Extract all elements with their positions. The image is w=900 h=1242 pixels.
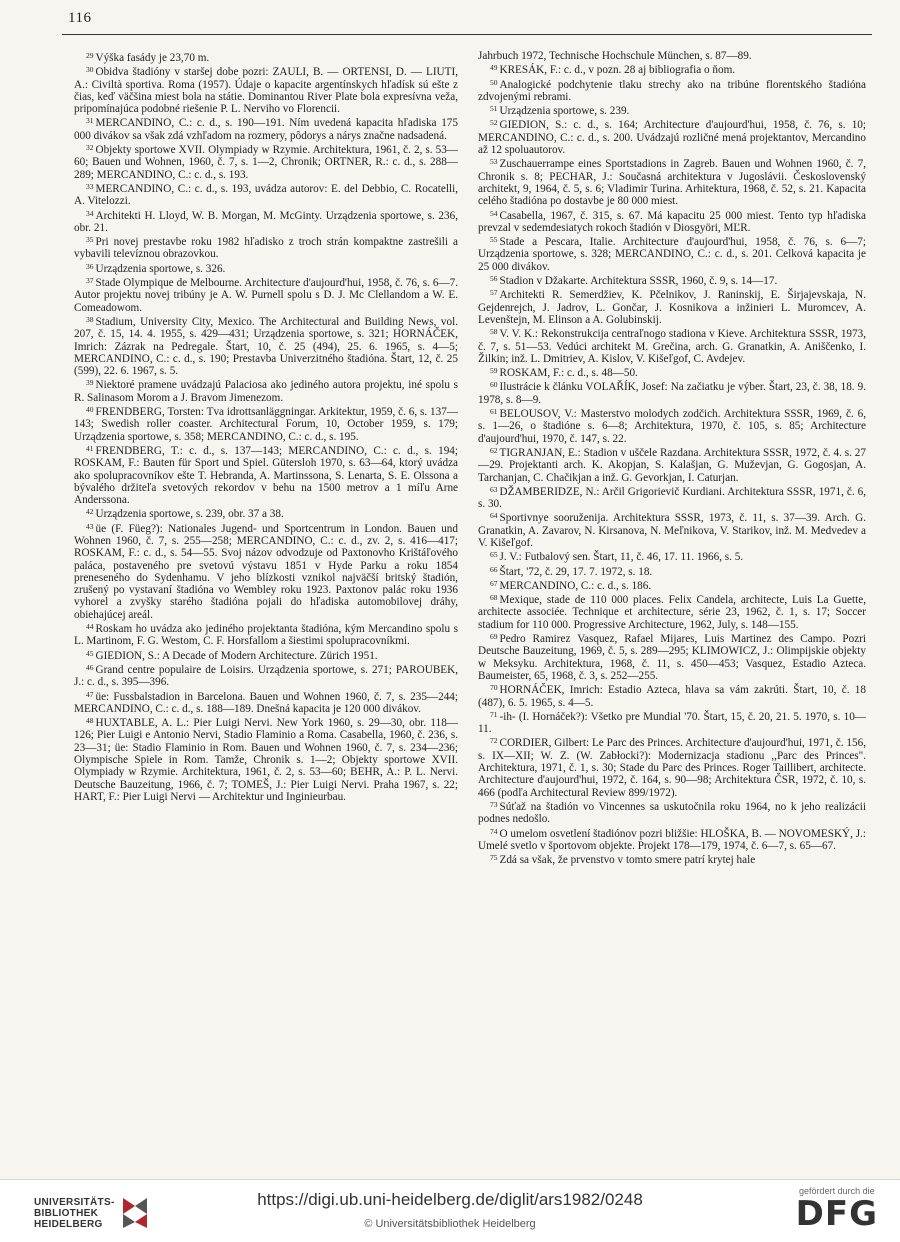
footnote-number: 38 [86,314,94,324]
footnote-text: ROSKAM, F.: c. d., s. 48—50. [499,367,638,380]
footnote-text: Mexique, stade de 110 000 places. Felix Candela, architecte, Luis La Guette, architecte associée. Technique et architecture, série 23, 1962, č. 1, s. 17; Soccer stadium for 110 000. Progressive Architecture, 1962, July, s. 148—155. [478,594,866,631]
footnote-number: 41 [86,443,94,453]
footnote [478,234,866,273]
footnote-text: Sportivnye sooruženija. Architektura SSSR, 1973, č. 11, s. 37—39. Arch. G. Granatkin, A. Zavarov, N. Kirsanova, N. Meľnikova, V. Starikov, inž. M. Medvedev a V. Kišeľgof. [478,512,866,549]
footnote-number: 50 [490,77,498,87]
footnote-text: FRENDBERG, T.: c. d., s. 137—143; MERCANDINO, C.: c. d., s. 194; ROSKAM, F.: Bauten für Sport und Spiel. Gütersloh 1970, s. 63—64, ktorý uvádza ako spolupracovníkov ešte T. Hebranda, A. Martinssona, S. Lenarta, S. E. Olssona a bývalého držiteľa svetových rekordov v behu na 1500 metrov a 1 míľu Arne Anderssona. [74,444,458,507]
footnote-number: 68 [490,593,498,603]
footnote [74,261,458,275]
footnote-number: 62 [490,445,498,455]
dfg-wordmark: DFG [795,1194,878,1234]
footnote [478,287,866,326]
footnote [74,50,458,64]
footnote-text: KRESÁK, F.: c. d., v pozn. 28 aj bibliografia o ňom. [499,64,736,77]
footnote [74,181,458,208]
footnote-number: 67 [490,578,498,588]
footnote-text: J. V.: Futbalový sen. Štart, 11, č. 46, 17. 11. 1966, s. 5. [499,551,744,564]
footnotes-left-column [74,50,458,803]
footnote [74,662,458,689]
footnote-number: 35 [86,235,94,245]
footnote [74,521,458,621]
footnote-text: Stade Olympique de Melbourne. Architecture d'aujourd'hui, 1958, č. 76, s. 6—7. Autor projektu novej tribúny je A. W. Purnell spolu s D. J. Mc Clellandom a W. E. Comeadowom. [74,277,458,314]
footnote [478,326,866,365]
footnote [478,510,866,549]
footnote-text: Ilustrácie k článku VOLAŘÍK, Josef: Na začiatku je výber. Štart, 23, č. 38, 18. 9. 1978, s. 8—9. [478,381,866,406]
footnote-number: 42 [86,507,94,517]
footnote-number: 53 [490,157,498,167]
footnote-number: 52 [490,118,498,128]
copyright-notice: © Universitätsbibliothek Heidelberg [364,1218,536,1230]
footnote [478,549,866,563]
footnote [74,314,458,377]
footnote-number: 51 [490,104,498,114]
footnote [478,799,866,826]
footnote-text: Roskam ho uvádza ako jediného projektanta štadióna, kým Mercandino spolu s L. Martinom, F. G. Westom, C. F. Horsfallom a šiestimi spolupracovníkmi. [74,623,458,648]
footnote-text: Objekty sportowe XVII. Olympiady w Rzymie. Architektura, 1961, č. 2, s. 53—60; Bauen und Wohnen, 1960, č. 7, s. 1—2, Chronik; ORTNER, R.: c. d., s. 288—289; MERCANDINO, C.: c. d., s. 193. [74,144,458,181]
footnote [478,564,866,578]
footnote [478,156,866,207]
footnote [74,404,458,443]
footnote-text: DŽAMBERIDZE, N.: Arčil Grigorievič Kurdiani. Architektura SSSR, 1971, č. 6, s. 30. [478,485,866,511]
footnote-text: Niektoré pramene uvádzajú Palaciosa ako jediného autora projektu, iné spolu s R. Salinasom Morom a J. Bravom Jimenezom. [74,379,458,404]
footnotes-right-column [478,50,866,866]
footnote [478,631,866,682]
footnote-number: 29 [86,51,94,60]
footnote-text: Urządzenia sportowe, s. 239, obr. 37 a 38. [95,508,284,521]
footnote-number: 65 [490,550,498,560]
library-name-line1: UNIVERSITÄTS- [34,1196,115,1208]
header-rule [62,34,872,35]
footnote [74,689,458,716]
footnote-text: -ih- (I. Hornáček?): Všetko pre Mundial '70. Štart, 15, č. 20, 21. 5. 1970, s. 10—11. [478,710,866,736]
footnote-number: 47 [86,689,94,699]
footnote-text: CORDIER, Gilbert: Le Parc des Princes. Architecture d'aujourd'hui, 1971, č. 156, s. IX—XII; W. Z. (W. Zabłocki?): Modernizacja stadionu ,,Parc des Princes". Architektura, 1971, č. 1, s. 30; Stade du Parc des Princes. Roger Taillibert, architecte. Architecture d'aujourd'hui, 1972, č. 164, s. 90—98; Architektura ČSR, 1972, č. 10, s. 466 (podľa Architectural Review 899/1972). [478,737,866,799]
footnote-text: Urządzenia sportowe, s. 326. [95,262,226,275]
footnote-text: Pri novej prestavbe roku 1982 hľadisko z troch strán kompaktne zastrešili a vybavili televíznou obrazovkou. [74,236,458,261]
footnote-number: 34 [86,208,94,218]
footnote-text: MERCANDINO, C.: c. d., s. 186. [499,579,652,592]
funded-by-label: gefördert durch die [799,1186,875,1196]
footnote-number: 71 [490,709,498,719]
footnote-number: 70 [490,683,498,693]
footnote [478,445,866,484]
footnote [74,142,458,181]
footnote [478,62,866,76]
footnote-number: 57 [490,288,498,298]
footnote-text: Analogické podchytenie tlaku strechy ako na tribúne florentského štadióna zdvojenými rebrami. [478,78,866,103]
footnote [478,208,866,235]
library-name-line3: HEIDELBERG [34,1218,103,1230]
viewer-footer [0,1179,900,1242]
library-name-line2: BIBLIOTHEK [34,1207,99,1219]
footnote [478,379,866,406]
footnote [478,852,866,866]
footnote [478,484,866,511]
footnote-text: FRENDBERG, Torsten: Tva idrottsanläggningar. Arkitektur, 1959, č. 6, s. 137—143; Swedish roller coaster. Architectural Forum, 10, October 1959, s. 179; Urządzenia sportowe, s. 358; MERCANDINO, C.: c. d., s. 195. [74,406,458,443]
footnote-text: Pedro Ramirez Vasquez, Rafael Mijares, Luis Martinez des Campo. Pozri Deutsche Bauzeitung, 1969, č. 5, s. 289—295; KLIMOWICZ, J.: Olimpijskie objekty w Meksyku. Architektura, 1968, č. 11, s. 450—453; Vasquez, Estadio Azteca. Baumeister, 65, 1968, č. 3, s. 252—255. [478,633,866,682]
footnote [478,273,866,287]
footnote [478,709,866,736]
footnote-number: 74 [490,826,498,836]
footnote-number: 61 [490,407,498,417]
footnote-text: O umelom osvetlení štadiónov pozri bližšie: HLOŠKA, B. — NOVOMESKÝ, J.: Umelé svetlo v športovom objekte. Projekt 178—179, 1974, č. 6—7, s. 65—67. [478,827,866,852]
footnote-text: V. V. K.: Rekonstrukcija centraľnogo stadiona v Kieve. Architektura SSSR, 1973, č. 7, s. 51—53. Vedúci architekt M. Grečina, arch. G. Granatkin, A. Aniščenko, I. Žilkin; inž. L. Dmitriev, A. Kislov, V. Kišeľgof, C. Avdejev. [478,328,866,365]
footnote-text: Zuschauerrampe eines Sportstadions in Zagreb. Bauen und Wohnen 1960, č. 7, Chronik s. 8; PECHAR, J.: Současná architektura v Jugoslávii. Československý architekt, 9, 1964, č. 5, s. 6; Vladimir Turina. Arhitektura, 1968, č. 52, s. 21. Kapacita celého štadióna po dostavbe je 80 000 miest. [478,158,866,208]
footnote-text: üe: Fussbalstadion in Barcelona. Bauen und Wohnen 1960, č. 7, s. 235—244; MERCANDINO, C.: c. d., s. 188—189. Dnešná kapacita je 120 000 divákov. [74,690,458,715]
footnote-number: 60 [490,380,498,390]
footnote [74,377,458,404]
footnote [478,592,866,631]
footnote-text: MERCANDINO, C.: c. d., s. 190—191. Ním uvedená kapacita hľadiska 175 000 divákov sa však zdá vzhľadom na rozmery, pôdorys a nárys značne nadsadená. [74,117,458,142]
footnote-text: Jahrbuch 1972, Technische Hochschule München, s. 87—89. [478,50,752,62]
footnote-text: Grand centre populaire de Loisirs. Urządzenia sportowe, s. 271; PAROUBEK, J.: c. d., s. 395—396. [74,663,458,689]
footnote-number: 63 [490,484,498,494]
permalink-url[interactable]: https://digi.ub.uni-heidelberg.de/diglit/ars1982/0248 [257,1190,643,1209]
footnote [74,621,458,648]
footnote-number: 64 [490,511,498,521]
footnote [478,77,866,104]
footnote-number: 72 [490,736,498,746]
footnote-number: 58 [490,327,498,337]
footnote-number: 43 [86,521,94,531]
footnote [74,64,458,115]
page-number: 116 [68,10,92,26]
footnote-number: 33 [86,181,94,191]
dfg-logo[interactable] [796,1186,878,1232]
footnote-number: 59 [490,366,498,376]
footnote-number: 36 [86,261,94,271]
footnote-number: 45 [86,648,94,658]
footnote-text: Stadion v Džakarte. Architektura SSSR, 1960, č. 9, s. 14—17. [499,275,778,288]
footnote-text: BELOUSOV, V.: Masterstvo molodych zodčich. Architektura SSSR, 1969, č. 6, s. 1—26, o štadióne s. 6—8; Architektura, 1970, č. 105, s. 85; Architecture d'aujourd'hui, 1970, č. 147, s. 22. [478,408,866,445]
footnote-number: 44 [86,622,94,632]
footnote [74,506,458,520]
footnote-text: HUXTABLE, A. L.: Pier Luigi Nervi. New York 1960, s. 29—30, obr. 118—126; Pier Luigi e Antonio Nervi, Stadio Flaminio a Roma. Casabella, 1960, č. 236, s. 23—31; üe: Stadio Flaminio in Rom. Bauen und Wohnen 1960, č. 7, s. 234—236; Olympische Spiele in Rom. Tamže, Chronik s. 1—2; Objekty sportowe XVII. Olympiady w Rzymie. Architektura, 1961, č. 2, s. 53—60; BEHR, A.: P. L. Nervi. Deutsche Bauzeitung, 1966, č. 7; TOMEŠ, J.: Pier Luigi Nervi. Praha 1967, s. 22; HART, F.: Pier Luigi Nervi — Architektur und Inginieurbau. [74,717,458,803]
footnote [74,443,458,506]
footnote [74,648,458,662]
footnote-number: 56 [490,274,498,284]
footnote [74,115,458,142]
footnote-text: Casabella, 1967, č. 315, s. 67. Má kapacitu 25 000 miest. Tento typ hľadiska prevzal v sedemdesiatych rokoch štadión v Diosgyöri, MĽR. [478,209,866,234]
footnote-number: 39 [86,378,94,388]
footnote-text: Zdá sa však, že prvenstvo v tomto smere patrí krytej hale [499,854,756,867]
footnote [478,826,866,853]
footnote-text: Štart, '72, č. 29, 17. 7. 1972, s. 18. [499,565,653,578]
footnote [74,715,458,803]
footnote-text: GIEDION, S.: c. d., s. 164; Architecture d'aujourd'hui, 1958, č. 76, s. 10; MERCANDINO, C.: c. d., s. 200. Uvádzajú rozličné mená projektantov, Mercandino až 12 spoluautorov. [478,119,866,157]
footnote [478,103,866,117]
footnote [478,117,866,156]
footnote-text: Architekti H. Lloyd, W. B. Morgan, M. McGinty. Urządzenia sportowe, s. 236, obr. 21. [74,209,458,234]
footnote-text: TIGRANJAN, E.: Stadion v uščele Razdana. Architektura SSSR, 1972, č. 4. s. 27—29. Projektanti arch. K. Akopjan, S. Kalašjan, G. Muževjan, G. Gogosjan, A. Tarchanjan, C. Chačikjan a inž. G. Gevorkjan, I. Caturjan. [478,446,866,484]
footnote-number: 66 [490,564,498,574]
footnote [74,208,458,235]
footnote [478,735,866,798]
footnote-number: 49 [490,63,498,73]
footnote [74,275,458,314]
footnote-number: 69 [490,632,498,642]
footnote-text: MERCANDINO, C.: c. d., s. 193, uvádza autorov: E. del Debbio, C. Rocatelli, A. Vitelozzi. [74,182,458,208]
footnote-number: 73 [490,799,498,809]
footnote [74,234,458,261]
footnote-number: 30 [86,65,94,75]
footnote-text: Súťaž na štadión vo Vincennes sa uskutočnila roku 1964, no k jeho realizácii podnes nedošlo. [478,800,866,826]
footnote-number: 32 [86,143,94,153]
footnote-text: Architekti R. Semerdžiev, K. Pčelnikov, J. Raninskij, E. Širjajevskaja, N. Gejdenrejch, J. Jadrov, L. Gončar, J. Kosnikova a inžinieri L. Muromcev, A. Levenštejn, M. Elinson a A. Golubinskij. [478,289,866,326]
footnote [478,50,866,62]
footnote [478,406,866,445]
footnote [478,365,866,379]
footnote-number: 48 [86,716,94,726]
footnote-number: 40 [86,405,94,415]
footnote-text: üe (F. Füeg?): Nationales Jugend- und Sportcentrum in London. Bauen und Wohnen 1960, č. 7, s. 255—258; MERCANDINO, C.: c. d., zv. 2, s. 416—417; ROSKAM, F.: c. d., s. 54—55. Svoj názov odvodzuje od Paxtonovho Krištáľového paláca, postaveného pre svetovú výstavu 1851 v Hyde Parku a roku 1854 preneseného do Sydenhamu. V jeho blízkosti vznikol najväčší britský štadión, zrušený po vystavaní štadióna vo Wembley roku 1923. Paxtonov palác roku 1936 vyhorel a zvyšky starého štadióna pojali do hľadiska automobilovej dráhy, obiehajúcej areál. [74,522,458,621]
footnote-number: 55 [490,235,498,245]
footnote-text: Stadium, University City, Mexico. The Architectural and Building News, vol. 207, č. 15, 14. 4. 1955, s. 429—431; Urządzenia sportowe, s. 321; HORNÁČEK, Imrich: Zázrak na Pedregale. Štart, 10, č. 25 (494), 25. 6. 1965, s. 4—5; MERCANDINO, C.: c. d., s. 190; Prestavba Univerzitného štadióna. Štart, 12, č. 25 (599), 22. 6. 1967, s. 5. [74,315,458,378]
footnote-text: GIEDION, S.: A Decade of Modern Architecture. Zürich 1951. [95,649,378,662]
footnote [478,578,866,592]
footnote-text: Výška fasády je 23,70 m. [95,52,210,64]
footnote-number: 37 [86,276,94,286]
footnote-number: 54 [490,208,498,218]
footnote [478,682,866,709]
footnote-number: 31 [86,116,94,126]
footnote-text: Urządzenia sportowe, s. 239. [499,105,630,118]
footnote-text: Obidva štadióny v staršej dobe pozri: ZAULI, B. — ORTENSI, D. — LIUTI, A.: Civiltà sportiva. Roma (1957). Údaje o kapacite argentínskych hľadísk sú ešte z čias, keď väčšina miest bola na státie. Dominantou River Plate bola expresívna veža, pripomínajúca podobné riešenie P. L. Nerviho vo Florencii. [74,66,458,116]
footnote-number: 75 [490,853,498,863]
footnote-number: 46 [86,662,94,672]
footnote-text: Stade a Pescara, Italie. Architecture d'aujourd'hui, 1958, č. 76, s. 6—7; Urządzenia sportowe, s. 328; MERCANDINO, C.: c. d., s. 201. Celková kapacita je 25 000 divákov. [478,236,866,273]
footnote-text: HORNÁČEK, Imrich: Estadio Azteca, hlava sa vám zakrúti. Štart, 10, č. 18 (487), 6. 5. 1965, s. 4—5. [478,684,866,709]
